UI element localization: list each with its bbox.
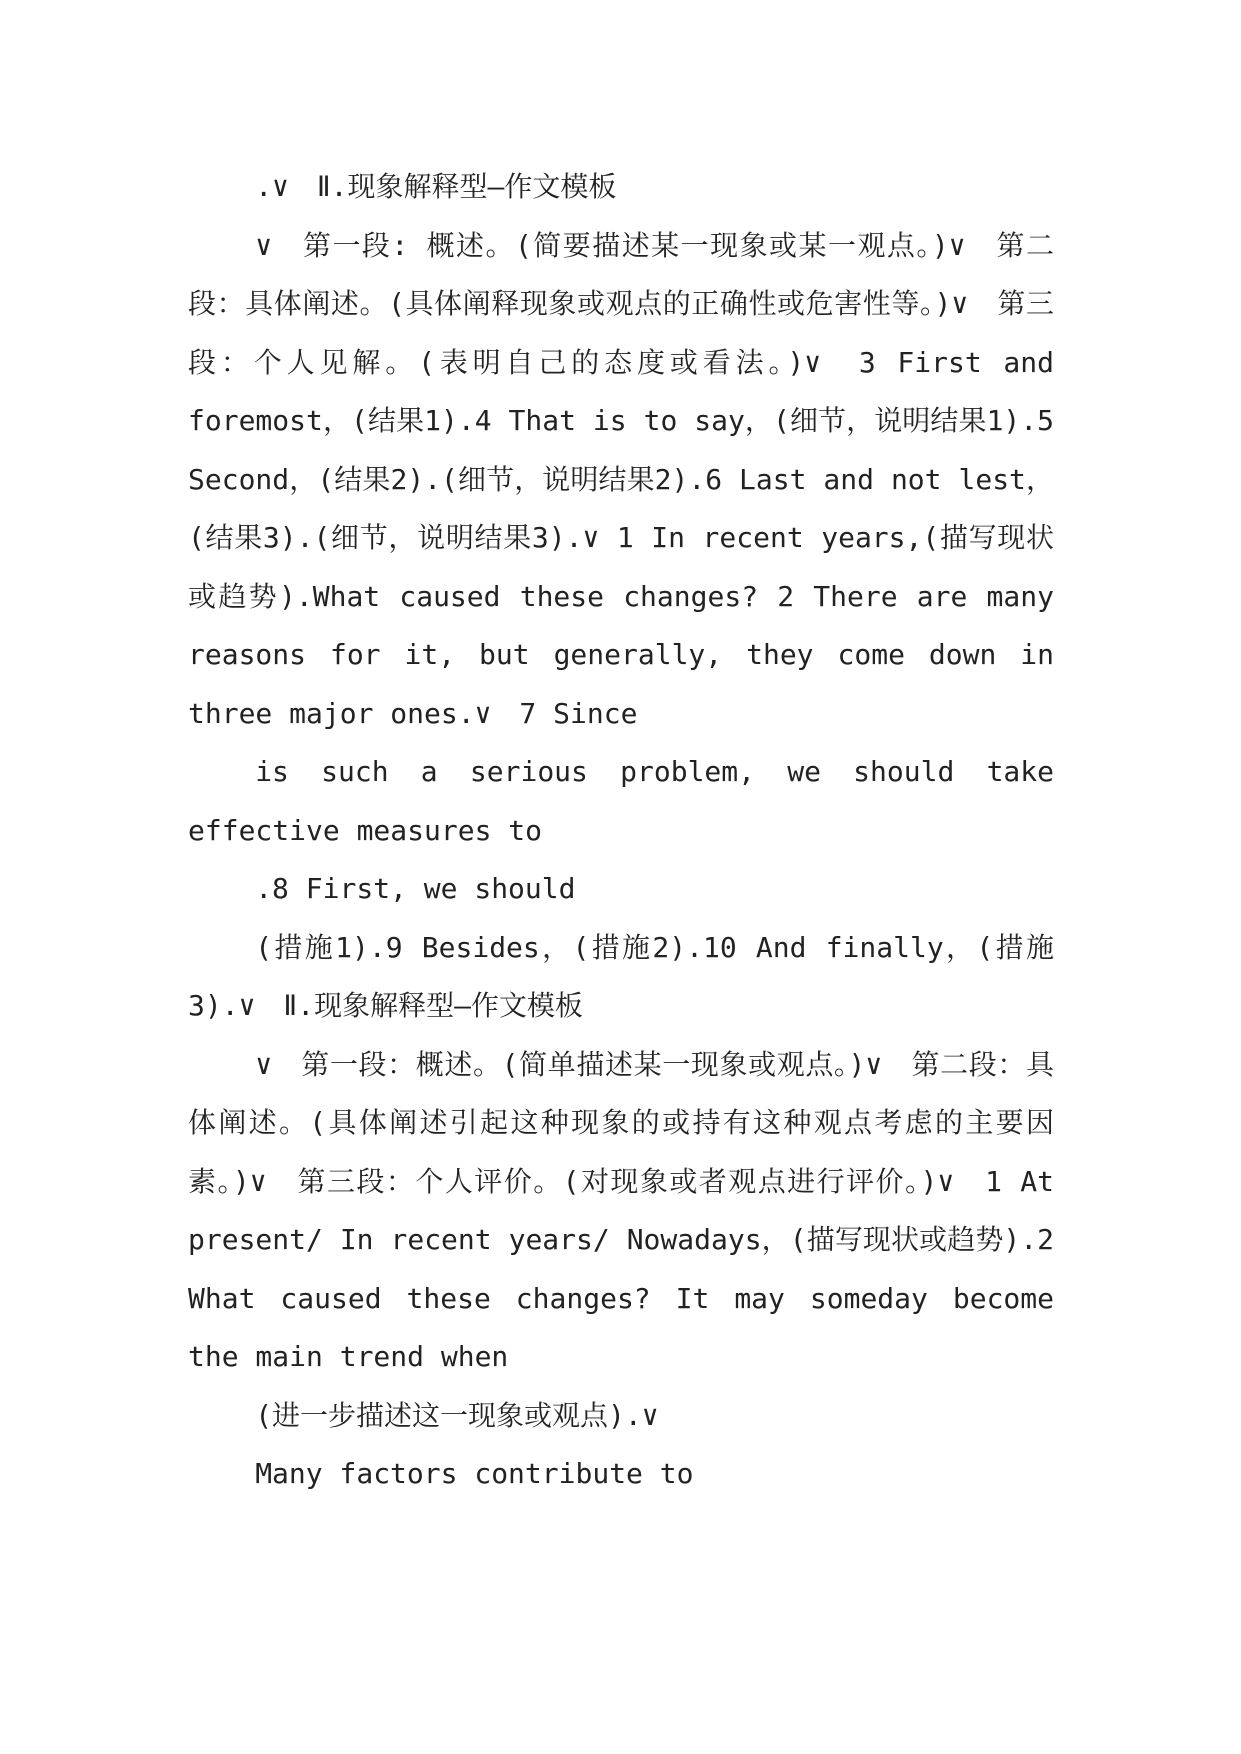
paragraph-template-outline-2: ∨ 第一段：概述。(简单描述某一现象或观点。)∨ 第二段：具体阐述。(具体阐述引起这种现象的或持有这种观点考虑的主要因素。)∨ 第三段：个人评价。(对现象或者观点进行评价。)∨ 1 At present/ In recent years/ Nowadays，(描写现状或趋势).2 What caused these changes? It may someday become the main trend when (188, 1047, 1054, 1373)
paragraph-further-description: (进一步描述这一现象或观点).∨ (255, 1398, 659, 1432)
paragraph-template-outline-1: ∨ 第一段: 概述。(简要描述某一现象或某一观点。)∨ 第二段：具体阐述。(具体阐释现象或观点的正确性或危害性等。)∨ 第三段：个人见解。(表明自己的态度或看法。)∨ 3 First and foremost，(结果1).4 That is to say，(细节，说明结果1).5 Second，(结果2).(细节，说明结果2).6 Last and not lest，(结果3).(细节，说明结果3).∨ 1 In recent years,(描写现状或趋势).What caused these changes? 2 There are many reasons for it, but generally, they come down in three major ones.∨ 7 Since (188, 228, 1054, 730)
paragraph-first-measure: .8 First, we should (255, 872, 576, 905)
paragraph-measures-list: (措施1).9 Besides，(措施2).10 And finally，(措施3).∨ Ⅱ.现象解释型—作文模板 (188, 930, 1054, 1022)
paragraph-factors: Many factors contribute to (255, 1457, 694, 1490)
paragraph-measures-intro: is such a serious problem, we should take effective measures to (188, 755, 1054, 847)
document-body (188, 158, 1054, 1504)
paragraph-heading-1: .∨ Ⅱ.现象解释型—作文模板 (255, 170, 617, 203)
